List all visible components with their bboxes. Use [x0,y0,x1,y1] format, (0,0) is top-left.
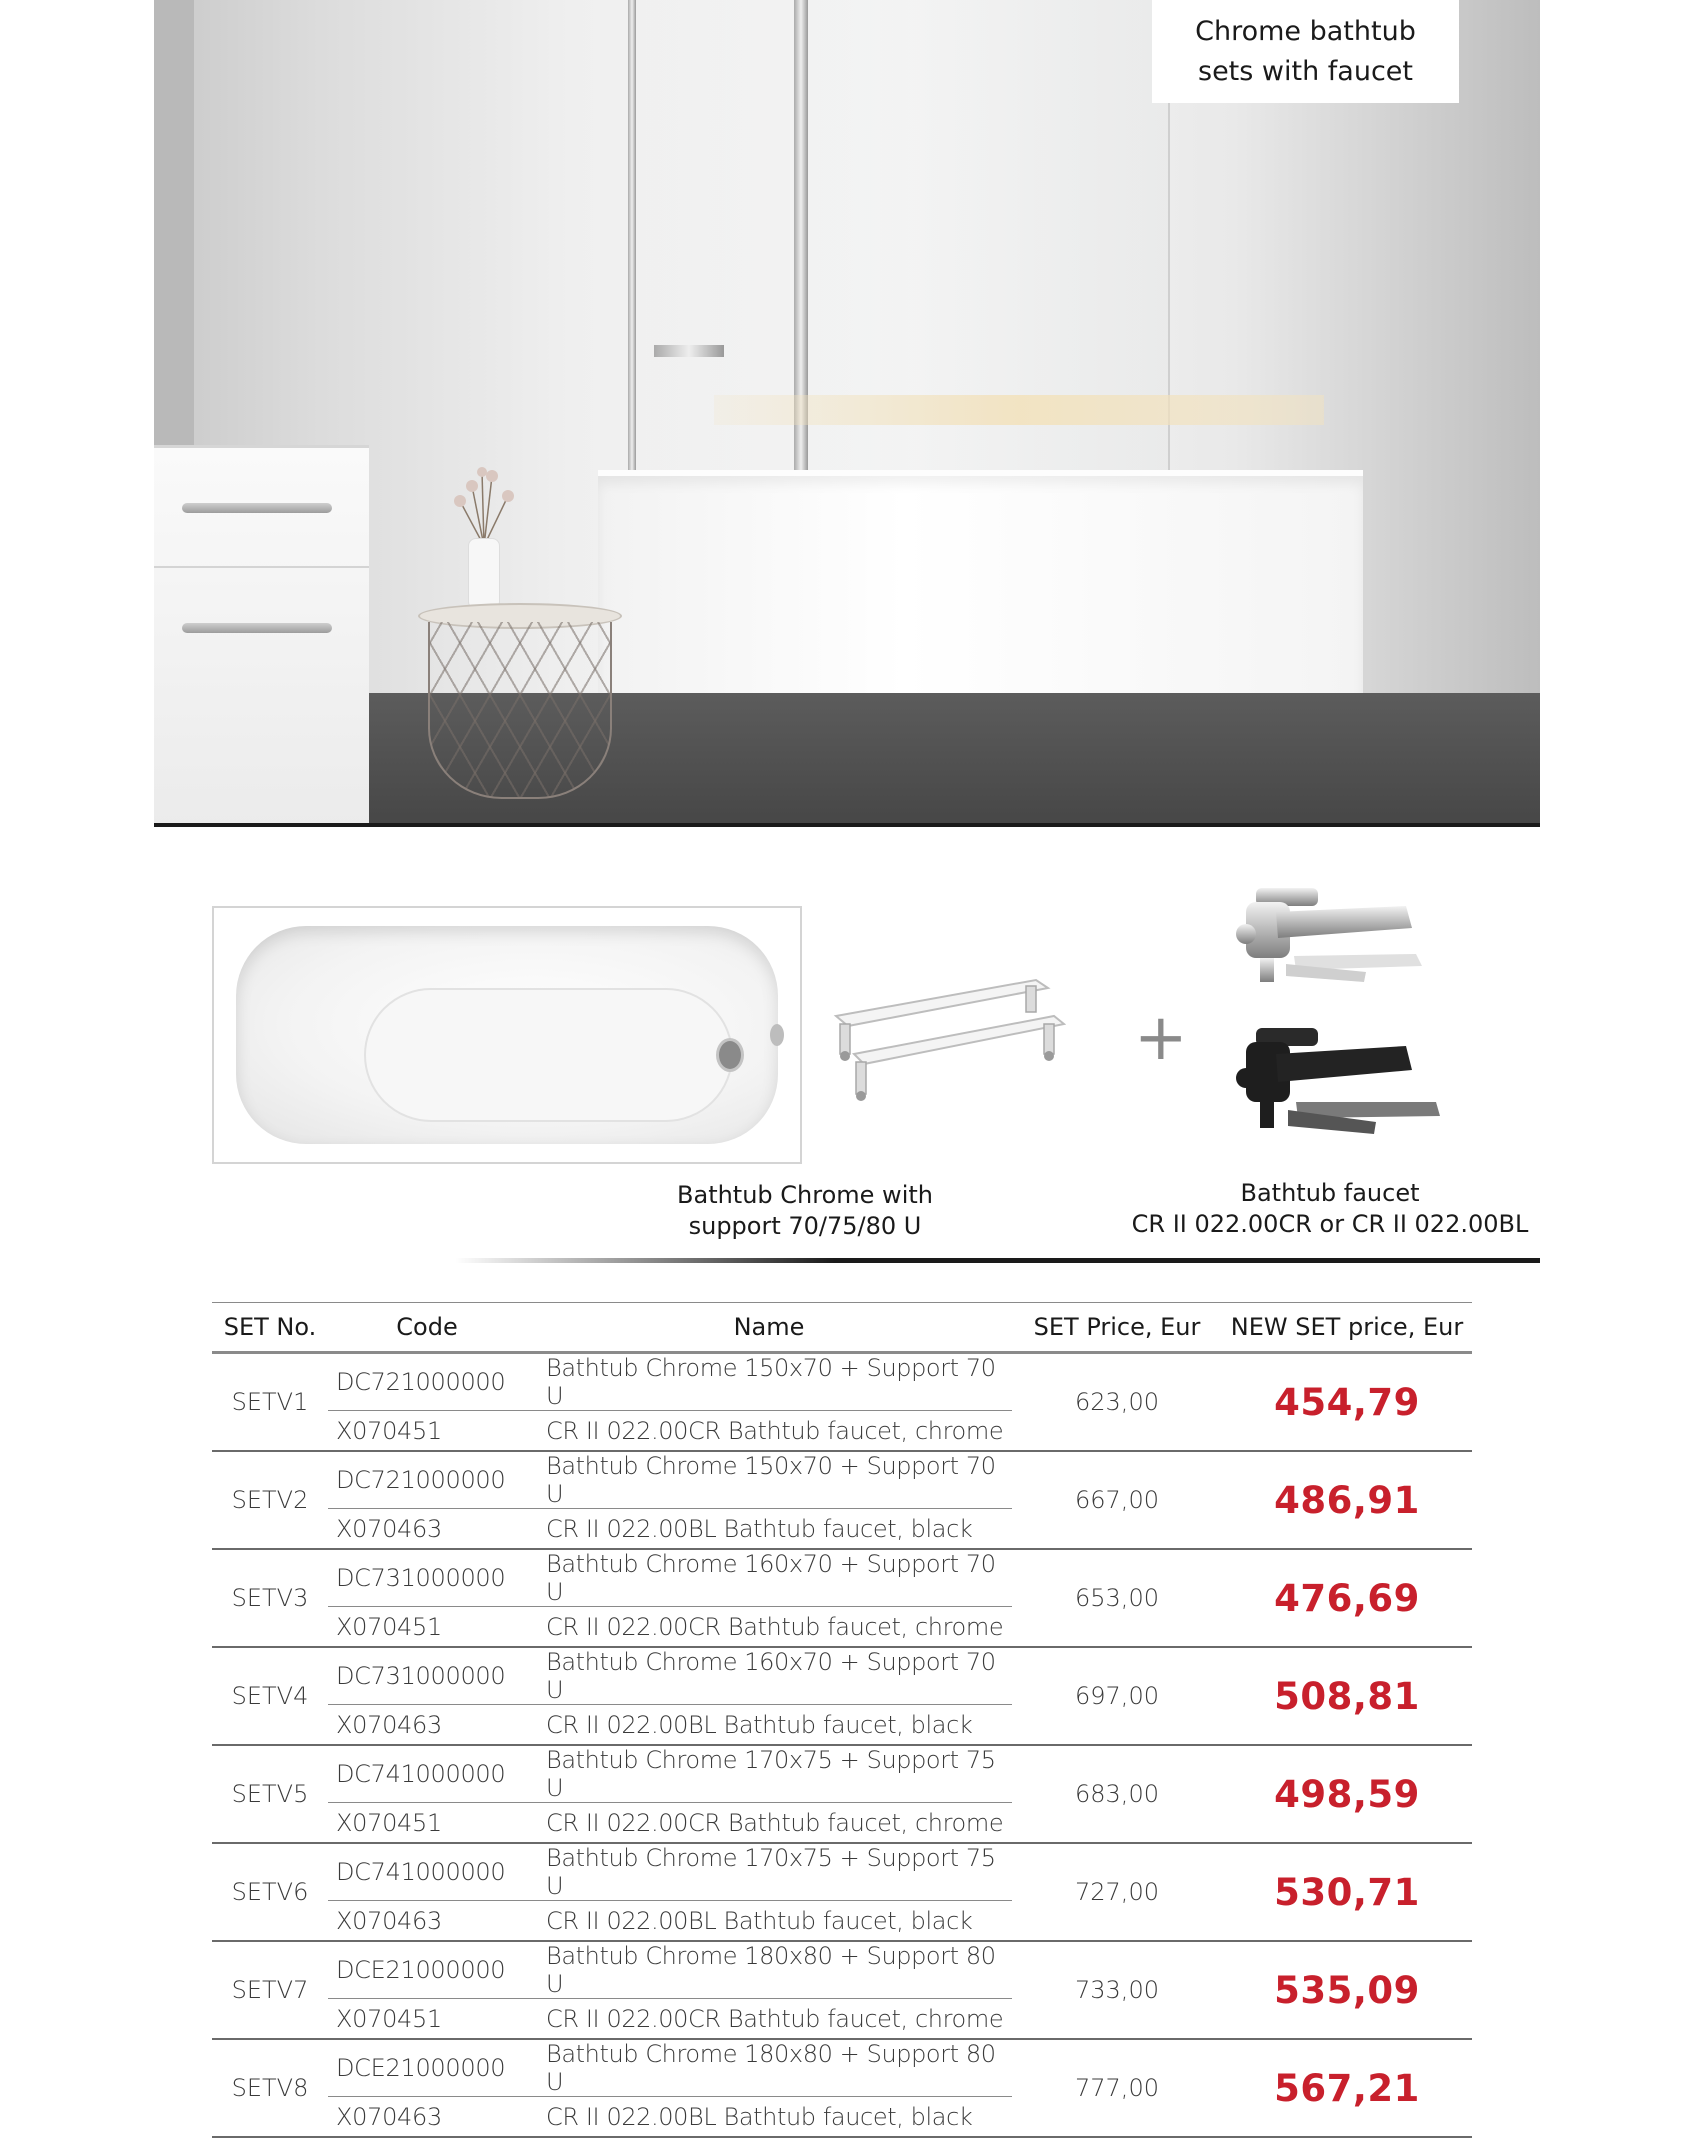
bathtub-caption-line1: Bathtub Chrome with [677,1181,933,1209]
hero-caption [1152,0,1459,103]
faucet-code: X070463 [328,1509,526,1550]
bathtub-name: Bathtub Chrome 150x70 + Support 70 U [526,1451,1012,1509]
set-number: SETV2 [212,1451,328,1549]
table-row [212,1549,1472,1607]
faucet-name: CR II 022.00BL Bathtub faucet, black [526,1901,1012,1942]
bathtub-caption-line2: support 70/75/80 U [688,1212,922,1240]
table-row [212,1843,1472,1901]
wall-faucet [654,345,724,357]
bathtub-caption [640,1180,970,1242]
bathtub-name: Bathtub Chrome 160x70 + Support 70 U [526,1549,1012,1607]
bathtub-code: DC721000000 [328,1353,526,1411]
faucet-name: CR II 022.00BL Bathtub faucet, black [526,2097,1012,2138]
overflow-icon [770,1024,784,1046]
set-price: 777,00 [1012,2039,1222,2137]
table-row [212,1451,1472,1509]
new-set-price: 486,91 [1222,1451,1472,1549]
faucet-code: X070451 [328,1411,526,1452]
set-price: 653,00 [1012,1549,1222,1647]
table-row [212,1941,1472,1999]
table-header-row [212,1303,1472,1353]
bathtub-basin [236,926,778,1144]
faucet-name: CR II 022.00CR Bathtub faucet, chrome [526,1999,1012,2040]
faucet-code: X070451 [328,1607,526,1648]
new-set-price: 508,81 [1222,1647,1472,1745]
led-strip [714,395,1324,425]
bathtub-name: Bathtub Chrome 170x75 + Support 75 U [526,1745,1012,1803]
bathtub-name: Bathtub Chrome 160x70 + Support 70 U [526,1647,1012,1705]
set-number: SETV4 [212,1647,328,1745]
set-number: SETV5 [212,1745,328,1843]
faucet-code: X070451 [328,1803,526,1844]
bathtub-code: DC721000000 [328,1451,526,1509]
wire-side-table [428,622,612,799]
new-set-price: 498,59 [1222,1745,1472,1843]
faucet-name: CR II 022.00BL Bathtub faucet, black [526,1705,1012,1746]
bathtub-code: DC741000000 [328,1745,526,1803]
set-number: SETV7 [212,1941,328,2039]
bathtub-code: DCE21000000 [328,2039,526,2097]
bathtub-code: DCE21000000 [328,1941,526,1999]
bathtub-code: DC731000000 [328,1549,526,1607]
dried-flowers-icon [442,466,526,546]
header-name: Name [526,1303,1012,1353]
bathtub-name: Bathtub Chrome 180x80 + Support 80 U [526,2039,1012,2097]
new-set-price: 454,79 [1222,1353,1472,1452]
set-number: SETV3 [212,1549,328,1647]
faucet-name: CR II 022.00CR Bathtub faucet, chrome [526,1411,1012,1452]
bathtub-name: Bathtub Chrome 170x75 + Support 75 U [526,1843,1012,1901]
plus-icon: + [1134,1001,1188,1075]
faucet-caption-line1: Bathtub faucet [1240,1179,1420,1207]
bathtub-name: Bathtub Chrome 180x80 + Support 80 U [526,1941,1012,1999]
set-number: SETV1 [212,1353,328,1452]
bathtub-name: Bathtub Chrome 150x70 + Support 70 U [526,1353,1012,1411]
faucet-name: CR II 022.00CR Bathtub faucet, chrome [526,1803,1012,1844]
bathtub-code: DC731000000 [328,1647,526,1705]
hero-divider [154,823,1540,827]
bathtub-floor [364,988,733,1122]
drain-icon [716,1038,744,1072]
new-set-price: 567,21 [1222,2039,1472,2137]
bathtub-product-image [212,906,802,1164]
set-price: 733,00 [1012,1941,1222,2039]
vanity-cabinet [154,445,369,823]
table-row [212,1353,1472,1411]
drawer-seam [154,566,369,568]
faucet-code: X070463 [328,2097,526,2138]
table-row [212,1745,1472,1803]
hero-bathroom-photo [154,0,1540,823]
header-code: Code [328,1303,526,1353]
table-row [212,2039,1472,2097]
price-table-body [212,1353,1472,2138]
set-price: 727,00 [1012,1843,1222,1941]
set-number: SETV6 [212,1843,328,1941]
vase [468,538,500,608]
hero-caption-line2: sets with faucet [1198,55,1413,87]
hero-caption-line1: Chrome bathtub [1195,15,1416,47]
set-price: 667,00 [1012,1451,1222,1549]
faucet-code: X070451 [328,1999,526,2040]
drawer-handle [182,623,332,633]
price-table [212,1302,1472,2138]
drawer-handle [182,503,332,513]
set-price: 697,00 [1012,1647,1222,1745]
set-price: 623,00 [1012,1353,1222,1452]
header-new-set-price: NEW SET price, Eur [1222,1303,1472,1353]
faucet-code: X070463 [328,1901,526,1942]
chrome-faucet-icon [1216,872,1456,1000]
shower-riser [628,0,636,470]
new-set-price: 530,71 [1222,1843,1472,1941]
faucet-caption-line2: CR II 022.00CR or CR II 022.00BL [1131,1210,1529,1238]
section-divider [455,1258,1540,1263]
set-number: SETV8 [212,2039,328,2137]
table-row [212,1647,1472,1705]
new-set-price: 476,69 [1222,1549,1472,1647]
new-set-price: 535,09 [1222,1941,1472,2039]
set-price: 683,00 [1012,1745,1222,1843]
faucet-name: CR II 022.00CR Bathtub faucet, chrome [526,1607,1012,1648]
faucet-name: CR II 022.00BL Bathtub faucet, black [526,1509,1012,1550]
bathtub-code: DC741000000 [328,1843,526,1901]
faucet-code: X070463 [328,1705,526,1746]
faucet-caption [1100,1178,1560,1240]
bathtub-support-icon [826,976,1066,1106]
header-set-price: SET Price, Eur [1012,1303,1222,1353]
header-set-no: SET No. [212,1303,328,1353]
black-faucet-icon [1216,1018,1456,1148]
